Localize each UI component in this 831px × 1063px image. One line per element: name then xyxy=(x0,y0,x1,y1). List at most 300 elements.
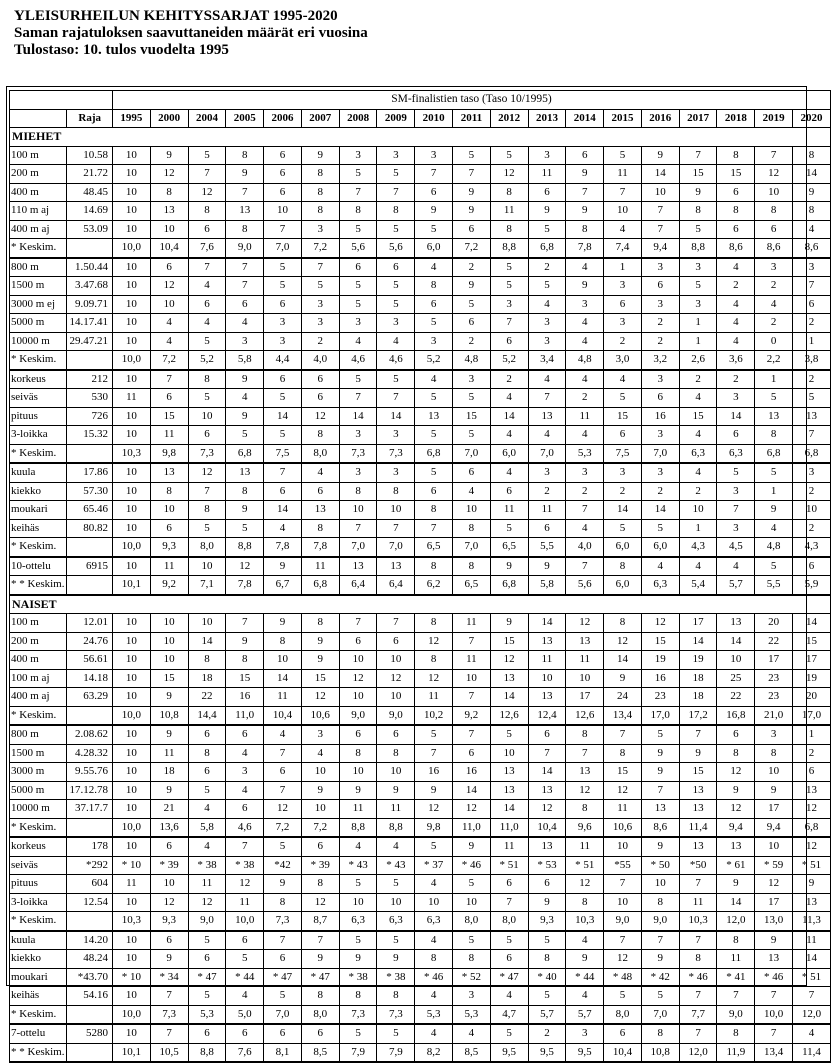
raja-value xyxy=(67,912,113,931)
header-year: 2019 xyxy=(755,109,793,128)
count-cell: 9 xyxy=(226,632,264,651)
count-cell: 17 xyxy=(566,688,604,707)
raja-value: 17.12.78 xyxy=(67,781,113,800)
average-row xyxy=(10,706,831,725)
count-cell: 10,1 xyxy=(112,1043,150,1062)
count-cell: 16,8 xyxy=(717,706,755,725)
count-cell: 10,6 xyxy=(604,818,642,837)
count-cell: 10 xyxy=(112,950,150,969)
count-cell: 7,2 xyxy=(301,818,339,837)
count-cell: 9 xyxy=(453,202,491,221)
count-cell: 10 xyxy=(112,407,150,426)
count-cell: 7 xyxy=(150,987,188,1006)
count-cell: *50 xyxy=(679,856,717,875)
count-cell: 9,5 xyxy=(528,1043,566,1062)
count-cell: 12,0 xyxy=(793,1005,831,1024)
count-cell: 12 xyxy=(490,165,528,184)
count-cell: 14 xyxy=(490,688,528,707)
count-cell: 5 xyxy=(528,987,566,1006)
count-cell: 10,0 xyxy=(112,706,150,725)
count-cell: * 10 xyxy=(112,856,150,875)
count-cell: 13,4 xyxy=(604,706,642,725)
table-row xyxy=(10,146,831,165)
count-cell: 3 xyxy=(377,463,415,482)
count-cell: 5 xyxy=(453,295,491,314)
count-cell: 3 xyxy=(301,725,339,744)
count-cell: 7,0 xyxy=(641,444,679,463)
table-row xyxy=(10,875,831,894)
count-cell: 5 xyxy=(453,931,491,950)
count-cell: 13 xyxy=(490,669,528,688)
count-cell: 7 xyxy=(566,744,604,763)
event-name: 10000 m xyxy=(10,800,67,819)
count-cell: 5 xyxy=(339,1024,377,1043)
count-cell: 11,4 xyxy=(679,818,717,837)
count-cell: 8 xyxy=(377,482,415,501)
count-cell: * 43 xyxy=(339,856,377,875)
count-cell: 10 xyxy=(112,651,150,670)
count-cell: 7 xyxy=(679,987,717,1006)
count-cell: 8,8 xyxy=(490,239,528,258)
count-cell: 10 xyxy=(112,800,150,819)
count-cell: 4 xyxy=(415,1024,453,1043)
count-cell: 2,6 xyxy=(679,351,717,370)
count-cell: 8 xyxy=(226,651,264,670)
count-cell: 15 xyxy=(453,407,491,426)
count-cell: 7 xyxy=(226,614,264,633)
count-cell: 3 xyxy=(604,463,642,482)
count-cell: 10 xyxy=(112,931,150,950)
count-cell: 11 xyxy=(679,893,717,912)
count-cell: 1 xyxy=(793,725,831,744)
count-cell: 5 xyxy=(641,519,679,538)
count-cell: 3 xyxy=(528,146,566,165)
count-cell: 1 xyxy=(679,519,717,538)
count-cell: 2 xyxy=(679,370,717,389)
count-cell: 10 xyxy=(679,501,717,520)
count-cell: 8 xyxy=(566,220,604,239)
table-row xyxy=(10,258,831,277)
count-cell: 12,4 xyxy=(528,706,566,725)
count-cell: 10 xyxy=(453,669,491,688)
count-cell: 6 xyxy=(641,389,679,408)
count-cell: 17 xyxy=(755,893,793,912)
count-cell: 5 xyxy=(377,1024,415,1043)
count-cell: 10 xyxy=(377,651,415,670)
count-cell: 13 xyxy=(490,763,528,782)
count-cell: 9 xyxy=(755,931,793,950)
count-cell: 7,0 xyxy=(264,1005,302,1024)
event-name: * Keskim. xyxy=(10,444,67,463)
count-cell: 6 xyxy=(566,146,604,165)
count-cell: * 51 xyxy=(793,968,831,987)
table-row xyxy=(10,632,831,651)
count-cell: 6 xyxy=(150,931,188,950)
count-cell: 7,8 xyxy=(301,538,339,557)
count-cell: 8 xyxy=(415,651,453,670)
count-cell: 7 xyxy=(641,220,679,239)
count-cell: 6 xyxy=(301,482,339,501)
count-cell: 2 xyxy=(755,277,793,296)
raja-value: 17.86 xyxy=(67,463,113,482)
count-cell: 10,4 xyxy=(604,1043,642,1062)
count-cell: 5 xyxy=(528,931,566,950)
count-cell: * 38 xyxy=(377,968,415,987)
count-cell: 7 xyxy=(717,987,755,1006)
count-cell: 6 xyxy=(301,370,339,389)
raja-value xyxy=(67,351,113,370)
count-cell: 13 xyxy=(717,837,755,856)
count-cell: 9 xyxy=(377,950,415,969)
count-cell: 13 xyxy=(566,632,604,651)
count-cell: 4,5 xyxy=(717,538,755,557)
count-cell: 10 xyxy=(377,763,415,782)
count-cell: 22 xyxy=(188,688,226,707)
count-cell: 11 xyxy=(415,688,453,707)
count-cell: 8 xyxy=(793,146,831,165)
event-name: keihäs xyxy=(10,987,67,1006)
count-cell: * 39 xyxy=(301,856,339,875)
count-cell: 5 xyxy=(490,258,528,277)
average-row xyxy=(10,538,831,557)
count-cell: 10 xyxy=(339,893,377,912)
count-cell: 11 xyxy=(150,557,188,576)
raja-value xyxy=(67,538,113,557)
count-cell: 5,5 xyxy=(755,576,793,595)
count-cell: 13 xyxy=(226,202,264,221)
event-name: pituus xyxy=(10,875,67,894)
count-cell: 6,3 xyxy=(339,912,377,931)
count-cell: 3 xyxy=(641,370,679,389)
count-cell: 8 xyxy=(453,519,491,538)
count-cell: 10 xyxy=(150,651,188,670)
count-cell: 10 xyxy=(112,632,150,651)
count-cell: 7 xyxy=(490,893,528,912)
count-cell: 9 xyxy=(641,146,679,165)
count-cell: 10 xyxy=(112,183,150,202)
count-cell: 2 xyxy=(528,482,566,501)
count-cell: 4 xyxy=(528,295,566,314)
count-cell: 5 xyxy=(604,146,642,165)
count-cell: * 46 xyxy=(453,856,491,875)
count-cell: 3 xyxy=(264,314,302,333)
count-cell: 3 xyxy=(528,463,566,482)
count-cell: 10 xyxy=(339,763,377,782)
raja-value: *292 xyxy=(67,856,113,875)
count-cell: 10,6 xyxy=(301,706,339,725)
count-cell: 6,8 xyxy=(301,576,339,595)
count-cell: 10 xyxy=(264,202,302,221)
table-row xyxy=(10,1024,831,1043)
table-row xyxy=(10,202,831,221)
count-cell: 8,6 xyxy=(641,818,679,837)
count-cell: 10 xyxy=(150,501,188,520)
count-cell: 21,0 xyxy=(755,706,793,725)
count-cell: 4 xyxy=(490,426,528,445)
count-cell: 13 xyxy=(301,501,339,520)
count-cell: 10 xyxy=(150,614,188,633)
header-year: 2009 xyxy=(377,109,415,128)
count-cell: 5 xyxy=(490,277,528,296)
count-cell: 4 xyxy=(717,557,755,576)
count-cell: 4 xyxy=(339,332,377,351)
count-cell: 7 xyxy=(679,725,717,744)
count-cell: 13 xyxy=(150,202,188,221)
count-cell: * 53 xyxy=(528,856,566,875)
event-name: 200 m xyxy=(10,165,67,184)
count-cell: 9 xyxy=(528,557,566,576)
count-cell: 9 xyxy=(339,950,377,969)
count-cell: 3,0 xyxy=(604,351,642,370)
title-block xyxy=(14,8,368,59)
count-cell: * 52 xyxy=(453,968,491,987)
count-cell: 3 xyxy=(793,258,831,277)
count-cell: 8 xyxy=(301,519,339,538)
count-cell: 22 xyxy=(755,632,793,651)
count-cell: 9 xyxy=(566,165,604,184)
count-cell: 5 xyxy=(377,220,415,239)
count-cell: 10 xyxy=(112,557,150,576)
count-cell: 10 xyxy=(301,800,339,819)
count-cell: 9 xyxy=(528,202,566,221)
count-cell: 10 xyxy=(793,501,831,520)
count-cell: 9 xyxy=(301,632,339,651)
count-cell: 6 xyxy=(264,146,302,165)
count-cell: 9,8 xyxy=(415,818,453,837)
count-cell: 6,7 xyxy=(264,576,302,595)
count-cell: 5 xyxy=(415,463,453,482)
count-cell: 10 xyxy=(453,501,491,520)
count-cell: 9 xyxy=(264,557,302,576)
caption-row xyxy=(10,91,831,110)
count-cell: 15 xyxy=(641,632,679,651)
count-cell: 10 xyxy=(112,744,150,763)
count-cell: 2 xyxy=(641,314,679,333)
count-cell: 7,0 xyxy=(377,538,415,557)
count-cell: 10 xyxy=(264,651,302,670)
count-cell: 9,5 xyxy=(566,1043,604,1062)
count-cell: 17 xyxy=(755,651,793,670)
count-cell: 6 xyxy=(226,931,264,950)
count-cell: 5 xyxy=(188,781,226,800)
count-cell: 8,8 xyxy=(377,818,415,837)
count-cell: 1 xyxy=(793,332,831,351)
count-cell: 12,6 xyxy=(490,706,528,725)
event-name: 1500 m xyxy=(10,277,67,296)
count-cell: 2 xyxy=(528,1024,566,1043)
header-year: 2011 xyxy=(453,109,491,128)
count-cell: 10,0 xyxy=(112,239,150,258)
count-cell: 8 xyxy=(188,370,226,389)
count-cell: 5,9 xyxy=(793,576,831,595)
count-cell: 5 xyxy=(717,463,755,482)
count-cell: 5 xyxy=(490,1024,528,1043)
count-cell: 10,0 xyxy=(112,818,150,837)
count-cell: 7 xyxy=(641,931,679,950)
count-cell: 3 xyxy=(226,763,264,782)
count-cell: 6 xyxy=(188,1024,226,1043)
count-cell: 9 xyxy=(453,183,491,202)
count-cell: 0 xyxy=(755,332,793,351)
count-cell: 6 xyxy=(377,632,415,651)
count-cell: 8 xyxy=(415,950,453,969)
event-name: kuula xyxy=(10,931,67,950)
table-row xyxy=(10,519,831,538)
count-cell: 5,2 xyxy=(188,351,226,370)
count-cell: 13 xyxy=(528,407,566,426)
count-cell: 2 xyxy=(793,519,831,538)
count-cell: 9 xyxy=(150,725,188,744)
count-cell: 4,6 xyxy=(377,351,415,370)
count-cell: 7,2 xyxy=(301,239,339,258)
count-cell: 4 xyxy=(717,295,755,314)
count-cell: 5 xyxy=(264,389,302,408)
count-cell: 10 xyxy=(453,893,491,912)
count-cell: 9 xyxy=(717,875,755,894)
count-cell: 8 xyxy=(377,987,415,1006)
count-cell: 5 xyxy=(301,277,339,296)
count-cell: 5 xyxy=(264,277,302,296)
count-cell: 3 xyxy=(415,332,453,351)
count-cell: 11 xyxy=(301,557,339,576)
count-cell: 7 xyxy=(793,426,831,445)
count-cell: 4 xyxy=(188,800,226,819)
raja-value: 14.17.41 xyxy=(67,314,113,333)
count-cell: 9 xyxy=(717,781,755,800)
section-row xyxy=(10,595,831,614)
count-cell: 12 xyxy=(301,893,339,912)
count-cell: 5 xyxy=(793,389,831,408)
count-cell: 5 xyxy=(188,931,226,950)
count-cell: 6 xyxy=(150,258,188,277)
count-cell: 12 xyxy=(264,800,302,819)
count-cell: 2 xyxy=(641,332,679,351)
count-cell: 12 xyxy=(793,800,831,819)
average-row xyxy=(10,1043,831,1062)
count-cell: 6 xyxy=(377,258,415,277)
raja-value: 15.32 xyxy=(67,426,113,445)
count-cell: 12 xyxy=(604,632,642,651)
count-cell: 5 xyxy=(377,875,415,894)
count-cell: 10 xyxy=(112,295,150,314)
count-cell: 10 xyxy=(112,987,150,1006)
count-cell: 11 xyxy=(453,614,491,633)
count-cell: 10 xyxy=(112,1024,150,1043)
count-cell: 6 xyxy=(717,220,755,239)
count-cell: 8 xyxy=(604,614,642,633)
count-cell: 8,5 xyxy=(301,1043,339,1062)
count-cell: 4 xyxy=(415,875,453,894)
raja-value: 37.17.7 xyxy=(67,800,113,819)
count-cell: 5 xyxy=(415,314,453,333)
count-cell: 5 xyxy=(339,875,377,894)
count-cell: 7 xyxy=(339,183,377,202)
average-row xyxy=(10,239,831,258)
count-cell: 12 xyxy=(188,183,226,202)
count-cell: * 47 xyxy=(188,968,226,987)
count-cell: 3 xyxy=(301,295,339,314)
count-cell: 11,4 xyxy=(793,1043,831,1062)
count-cell: 9 xyxy=(679,183,717,202)
count-cell: 4 xyxy=(604,220,642,239)
count-cell: 5 xyxy=(490,519,528,538)
count-cell: 8 xyxy=(755,744,793,763)
count-cell: 13 xyxy=(150,463,188,482)
count-cell: 7 xyxy=(755,146,793,165)
count-cell: 3 xyxy=(339,426,377,445)
header-year: 2007 xyxy=(301,109,339,128)
count-cell: 8,6 xyxy=(793,239,831,258)
count-cell: 6 xyxy=(793,295,831,314)
count-cell: 24 xyxy=(604,688,642,707)
count-cell: 13 xyxy=(793,893,831,912)
count-cell: 5 xyxy=(415,426,453,445)
count-cell: 4 xyxy=(415,931,453,950)
count-cell: 13,6 xyxy=(150,818,188,837)
table-row xyxy=(10,463,831,482)
count-cell: 4 xyxy=(679,557,717,576)
raja-value: 3.47.68 xyxy=(67,277,113,296)
count-cell: 4 xyxy=(566,519,604,538)
count-cell: 10 xyxy=(112,482,150,501)
count-cell: 4,6 xyxy=(339,351,377,370)
count-cell: 9,4 xyxy=(717,818,755,837)
count-cell: 7 xyxy=(528,744,566,763)
count-cell: 10 xyxy=(112,837,150,856)
count-cell: 10 xyxy=(112,463,150,482)
count-cell: 14 xyxy=(188,632,226,651)
count-cell: 10 xyxy=(415,893,453,912)
count-cell: 15 xyxy=(679,165,717,184)
count-cell: 5,5 xyxy=(528,538,566,557)
count-cell: 4 xyxy=(528,426,566,445)
count-cell: 13 xyxy=(226,463,264,482)
count-cell: 7 xyxy=(339,614,377,633)
count-cell: 5 xyxy=(377,370,415,389)
count-cell: 6 xyxy=(717,426,755,445)
count-cell: 14 xyxy=(717,893,755,912)
table-row xyxy=(10,968,831,987)
count-cell: 10 xyxy=(301,763,339,782)
count-cell: 12 xyxy=(301,688,339,707)
count-cell: 9,0 xyxy=(339,706,377,725)
count-cell: 6,8 xyxy=(793,444,831,463)
count-cell: 10 xyxy=(490,744,528,763)
count-cell: 6,8 xyxy=(528,239,566,258)
count-cell: 11,0 xyxy=(490,818,528,837)
count-cell: 15 xyxy=(301,669,339,688)
count-cell: 6 xyxy=(415,295,453,314)
count-cell: 3 xyxy=(226,332,264,351)
count-cell: 9,3 xyxy=(150,538,188,557)
count-cell: 6 xyxy=(717,183,755,202)
count-cell: 6 xyxy=(415,183,453,202)
count-cell: 15 xyxy=(717,165,755,184)
count-cell: 14 xyxy=(490,407,528,426)
count-cell: 7 xyxy=(264,744,302,763)
count-cell: 4 xyxy=(604,370,642,389)
count-cell: 8 xyxy=(377,744,415,763)
count-cell: 5 xyxy=(755,463,793,482)
count-cell: 10 xyxy=(112,314,150,333)
count-cell: 1 xyxy=(755,482,793,501)
count-cell: 6 xyxy=(301,1024,339,1043)
count-cell: * 50 xyxy=(641,856,679,875)
raja-value: 726 xyxy=(67,407,113,426)
count-cell: 14 xyxy=(339,407,377,426)
count-cell: 14 xyxy=(641,165,679,184)
count-cell: 4 xyxy=(188,314,226,333)
